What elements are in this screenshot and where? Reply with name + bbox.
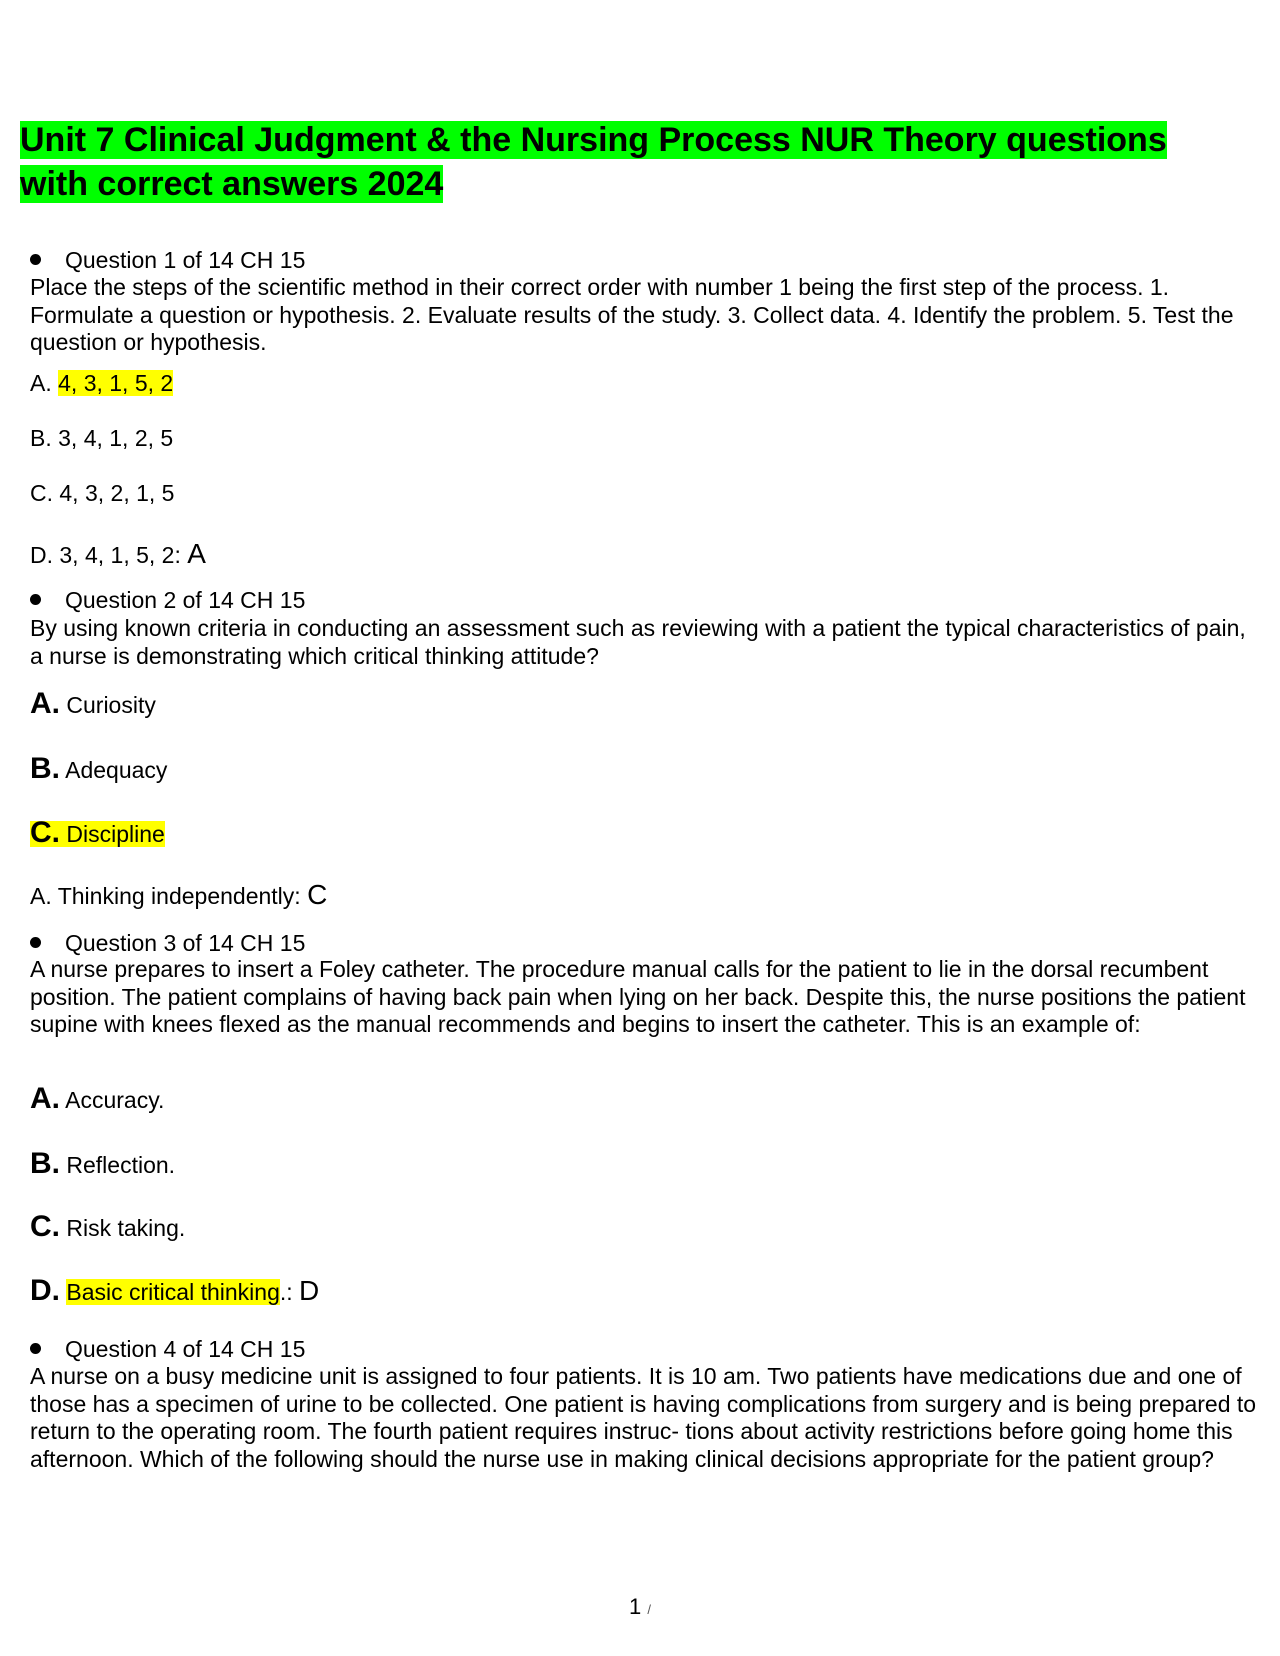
title-highlight: Unit 7 Clinical Judgment & the Nursing Process NUR Theory questions with correct answers 2024 bbox=[20, 121, 1167, 203]
answer-option: C. Risk taking. bbox=[30, 1210, 186, 1243]
page-footer bbox=[0, 1594, 1280, 1620]
answer-option: C. 4, 3, 2, 1, 5 bbox=[30, 480, 175, 506]
answer-option: A. 4, 3, 1, 5, 2 bbox=[30, 370, 174, 396]
highlighted-answer: 4, 3, 1, 5, 2 bbox=[58, 370, 174, 396]
answer-option: D. Basic critical thinking.: D bbox=[30, 1274, 320, 1307]
question-header: Question 3 of 14 CH 15 bbox=[30, 929, 305, 957]
answer-key: A bbox=[187, 538, 206, 569]
answer-option: A. Thinking independently: C bbox=[30, 879, 328, 910]
highlighted-answer: C. Discipline bbox=[30, 816, 165, 849]
page-title bbox=[20, 118, 1220, 206]
highlighted-answer: Basic critical thinking bbox=[66, 1279, 280, 1305]
question-text: Place the steps of the scientific method in their correct order with number 1 being the first step of the process. 1. Formulate a question or hypothesis. 2. Evaluate results of the study. 3. Collect data. 4. Identify the problem. 5. Test the question or hypothesis. bbox=[30, 274, 1234, 355]
answer-option: A. Curiosity bbox=[30, 687, 156, 720]
question-text: A nurse prepares to insert a Foley catheter. The procedure manual calls for the patient to lie in the dorsal recumbent position. The patient complains of having back pain when lying on her back. Despite this, the nurse positions the patient supine with knees flexed as the manual recommends and begins to insert the catheter. This is an example of: bbox=[30, 956, 1246, 1037]
answer-option: A. Accuracy. bbox=[30, 1082, 165, 1115]
page-separator: / bbox=[647, 1602, 651, 1617]
answer-key: C bbox=[307, 879, 328, 910]
bullet-icon bbox=[30, 594, 41, 605]
question-text: By using known criteria in conducting an assessment such as reviewing with a patient the typical characteristics of pain, a nurse is demonstrating which critical thinking attitude? bbox=[30, 615, 1246, 669]
answer-option bbox=[30, 815, 165, 852]
question-header: Question 2 of 14 CH 15 bbox=[30, 586, 305, 614]
question-header: Question 1 of 14 CH 15 bbox=[30, 246, 305, 274]
answer-option: D. 3, 4, 1, 5, 2: A bbox=[30, 538, 206, 569]
answer-key: D bbox=[299, 1275, 320, 1306]
answer-option: B. Reflection. bbox=[30, 1147, 176, 1180]
answer-option: B. Adequacy bbox=[30, 752, 168, 785]
question-text: A nurse on a busy medicine unit is assigned to four patients. It is 10 am. Two patients have medications due and one of those has a specimen of urine to be collected. One patient is having complications from surgery and is being prepared to return to the operating room. The fourth patient requires instruc- tions about activity restrictions before going home this afternoon. Which of the following should the nurse use in making clinical decisions appropriate for the patient group? bbox=[30, 1363, 1257, 1472]
question-header: Question 4 of 14 CH 15 bbox=[30, 1335, 305, 1363]
bullet-icon bbox=[30, 1343, 41, 1354]
answer-option: B. 3, 4, 1, 2, 5 bbox=[30, 425, 174, 451]
bullet-icon bbox=[30, 254, 41, 265]
bullet-icon bbox=[30, 937, 41, 948]
page-number: 1 bbox=[629, 1594, 642, 1619]
